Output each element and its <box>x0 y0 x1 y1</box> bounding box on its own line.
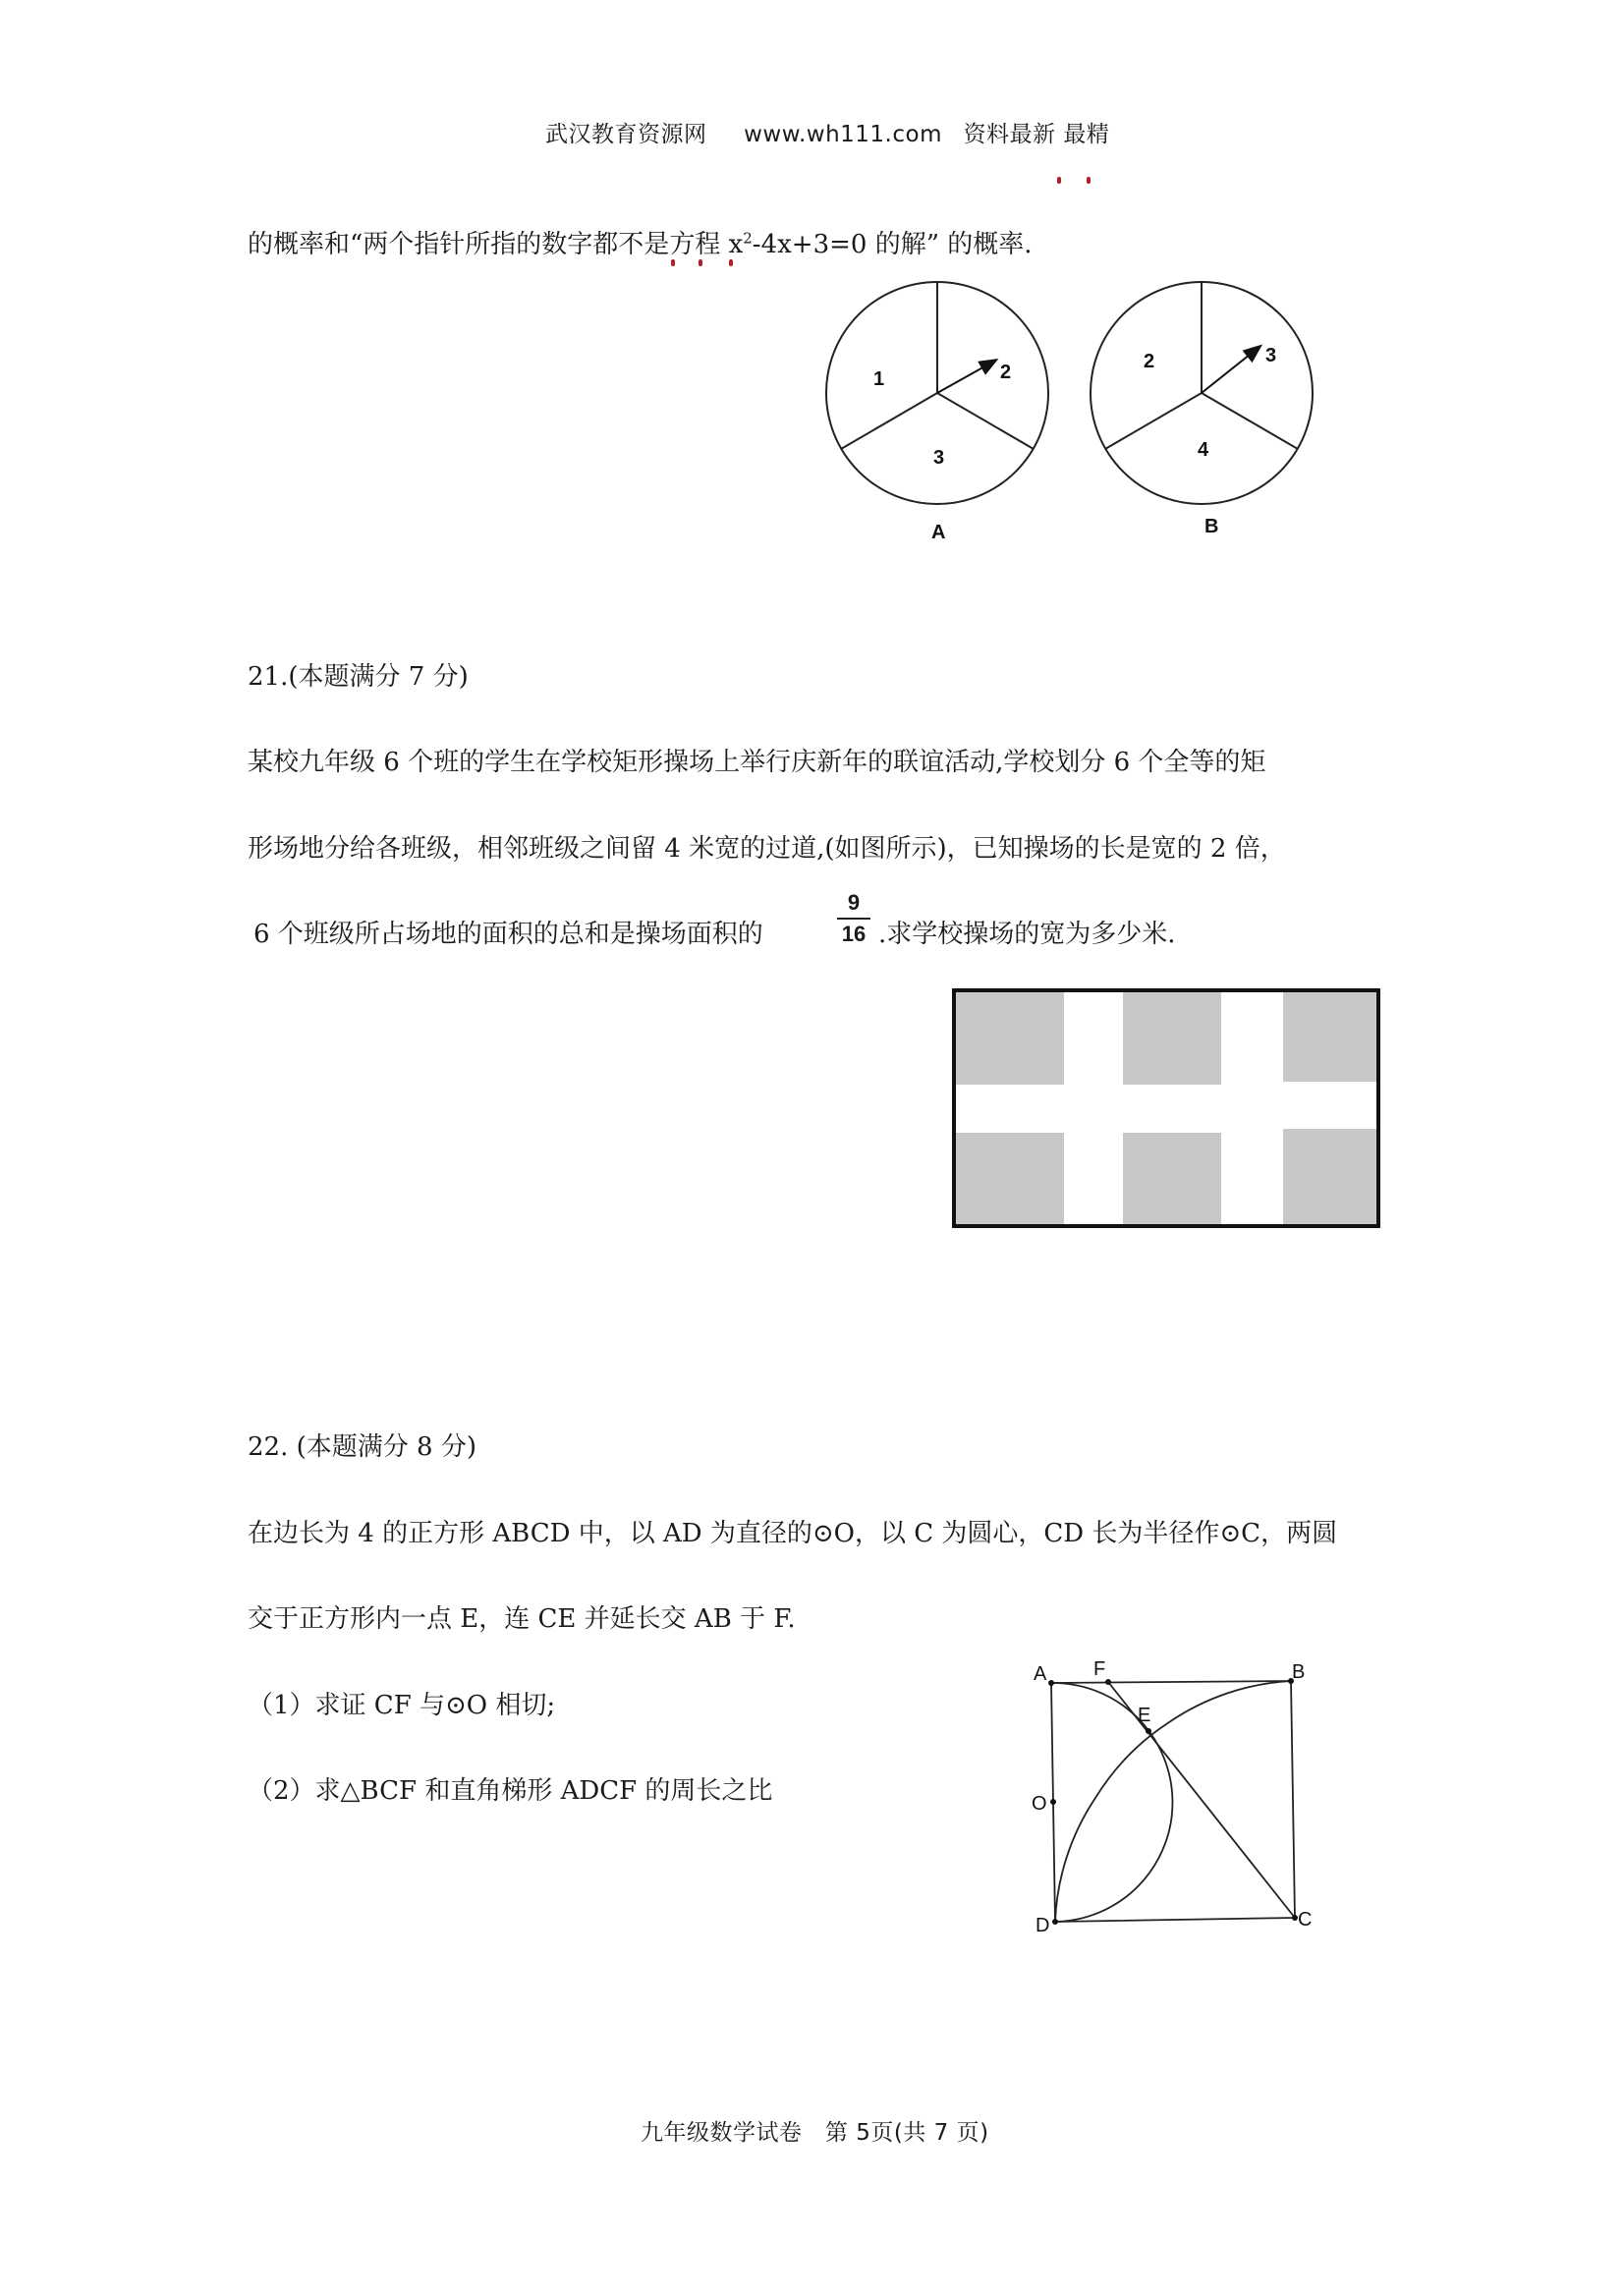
emphasis-dot <box>671 259 675 266</box>
class-field <box>956 1133 1064 1224</box>
q20-text-before: 的概率和“两个指针所指的数字 <box>248 230 593 259</box>
header-site-name: 武汉教育资源网 <box>545 122 707 147</box>
label-a: A <box>1034 1663 1047 1685</box>
point-o <box>1050 1799 1056 1805</box>
header-url: www.wh111.com <box>744 122 942 147</box>
q20-text-line <box>248 224 1033 260</box>
q22-geometry-figure <box>1022 1651 1326 1945</box>
point-f <box>1105 1679 1111 1685</box>
spinner-b-number-4: 4 <box>1198 439 1209 461</box>
q21-heading: 21.(本题满分 7 分) <box>248 662 469 692</box>
header-slogan: 资料最新 最精 <box>963 122 1110 147</box>
class-field <box>1283 1129 1376 1224</box>
spinner-a-pointer <box>937 361 995 393</box>
class-field <box>1283 992 1376 1082</box>
q22-line-1: 在边长为 4 的正方形 ABCD 中，以 AD 为直径的⊙O，以 C 为圆心，CD 长为半径作⊙C，两圆 <box>248 1519 1338 1548</box>
fraction-numerator: 9 <box>847 890 861 915</box>
spinner-a-number-3: 3 <box>933 447 945 469</box>
spinner-b-number-3: 3 <box>1265 345 1277 366</box>
emphasis-dot <box>1057 177 1061 184</box>
label-f: F <box>1093 1658 1106 1680</box>
q20-text-middle: 方程 x <box>669 230 744 259</box>
emphasis-dot <box>729 259 733 266</box>
q22-heading: 22. (本题满分 8 分) <box>248 1432 476 1462</box>
q20-emphasis: 都不是 <box>592 230 670 259</box>
q21-line-2: 形场地分给各班级，相邻班级之间留 4 米宽的过道,(如图所示)，已知操场的长是宽的 2 倍， <box>248 834 1286 864</box>
q21-fraction <box>837 890 870 947</box>
label-c: C <box>1298 1909 1313 1931</box>
q22-line-2: 交于正方形内一点 E，连 CE 并延长交 AB 于 F. <box>248 1604 796 1634</box>
spinner-a-number-2: 2 <box>1000 362 1012 383</box>
spinner-b-number-2: 2 <box>1144 351 1155 372</box>
emphasis-dot <box>1087 177 1091 184</box>
q20-superscript: 2 <box>743 229 753 248</box>
label-b: B <box>1292 1661 1306 1683</box>
emphasis-dot <box>699 259 702 266</box>
spinner-a <box>826 282 1048 543</box>
label-e: E <box>1138 1705 1151 1726</box>
circle-o-arc <box>1051 1683 1172 1922</box>
fraction-denominator: 16 <box>841 922 867 946</box>
label-o: O <box>1032 1793 1047 1815</box>
label-d: D <box>1035 1915 1050 1936</box>
q21-field-figure <box>951 987 1383 1231</box>
spinner-a-number-1: 1 <box>873 368 885 390</box>
class-field <box>1123 992 1221 1085</box>
q21-line-3-before: 6 个班级所占场地的面积的总和是操场面积的 <box>253 920 763 949</box>
page-footer: 九年级数学试卷 第 5页(共 7 页) <box>641 2120 989 2146</box>
spinner-b-label: B <box>1204 516 1219 537</box>
q22-part-2: （2）求△BCF 和直角梯形 ADCF 的周长之比 <box>248 1776 773 1806</box>
point-e <box>1146 1728 1151 1734</box>
page-header <box>545 116 1109 148</box>
q21-line-3-after: .求学校操场的宽为多少米. <box>878 920 1176 949</box>
spinner-b <box>1091 282 1313 537</box>
class-field <box>956 992 1064 1085</box>
spinner-figure <box>815 275 1326 550</box>
point-d <box>1052 1919 1058 1925</box>
q22-part-1: （1）求证 CF 与⊙O 相切; <box>248 1691 556 1720</box>
point-a <box>1048 1680 1054 1686</box>
q21-line-1: 某校九年级 6 个班的学生在学校矩形操场上举行庆新年的联谊活动,学校划分 6 个全等的矩 <box>248 748 1266 777</box>
spinner-a-label: A <box>931 522 946 543</box>
q20-text-after: -4x+3=0 的解” 的概率. <box>752 230 1033 259</box>
line-cf <box>1108 1682 1295 1918</box>
class-field <box>1123 1133 1221 1224</box>
spinner-b-pointer <box>1202 347 1259 393</box>
fraction-bar <box>837 918 870 920</box>
